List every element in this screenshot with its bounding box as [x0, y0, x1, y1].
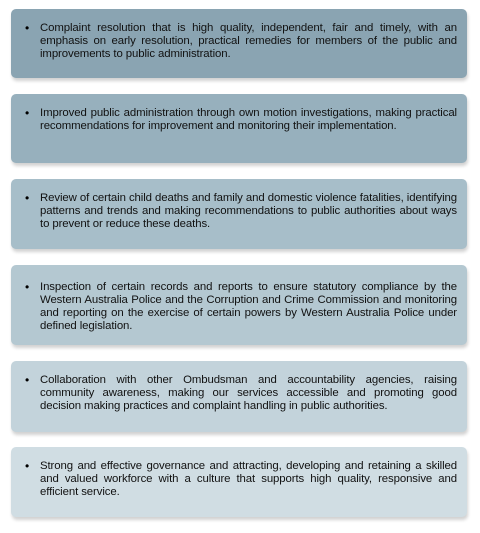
objective-card-6	[11, 447, 467, 517]
bullet-icon: •	[25, 373, 30, 387]
bullet-icon: •	[25, 459, 30, 473]
objective-text-4: Inspection of certain records and reports to ensure statutory compliance by the Western Australia Police and the Corruption and Crime Commission and monitoring and reporting on the exercise of certain powers by Western Australia Police under defined legislation.	[40, 281, 457, 332]
bullet-icon: •	[25, 280, 30, 294]
objective-text-3: Review of certain child deaths and family and domestic violence fatalities, identifying patterns and trends and making recommendations to public authorities about ways to prevent or reduce these deaths.	[40, 192, 457, 230]
objective-text-5: Collaboration with other Ombudsman and accountability agencies, raising community awareness, making our services accessible and promoting good decision making practices and complaint handling in public authorities.	[40, 374, 457, 412]
objective-card-5	[11, 361, 467, 432]
objective-card-4	[11, 265, 467, 345]
objective-card-2	[11, 94, 467, 163]
bullet-icon: •	[25, 191, 30, 205]
objective-card-1	[11, 9, 467, 78]
objective-text-1: Complaint resolution that is high quality, independent, fair and timely, with an emphasis on early resolution, practical remedies for members of the public and improvements to public administration.	[40, 22, 457, 60]
objective-card-3	[11, 179, 467, 249]
bullet-icon: •	[25, 106, 30, 120]
objective-text-2: Improved public administration through own motion investigations, making practical recommendations for improvement and monitoring their implementation.	[40, 107, 457, 132]
objective-text-6: Strong and effective governance and attracting, developing and retaining a skilled and valued workforce with a culture that supports high quality, responsive and efficient service.	[40, 460, 457, 498]
bullet-icon: •	[25, 21, 30, 35]
